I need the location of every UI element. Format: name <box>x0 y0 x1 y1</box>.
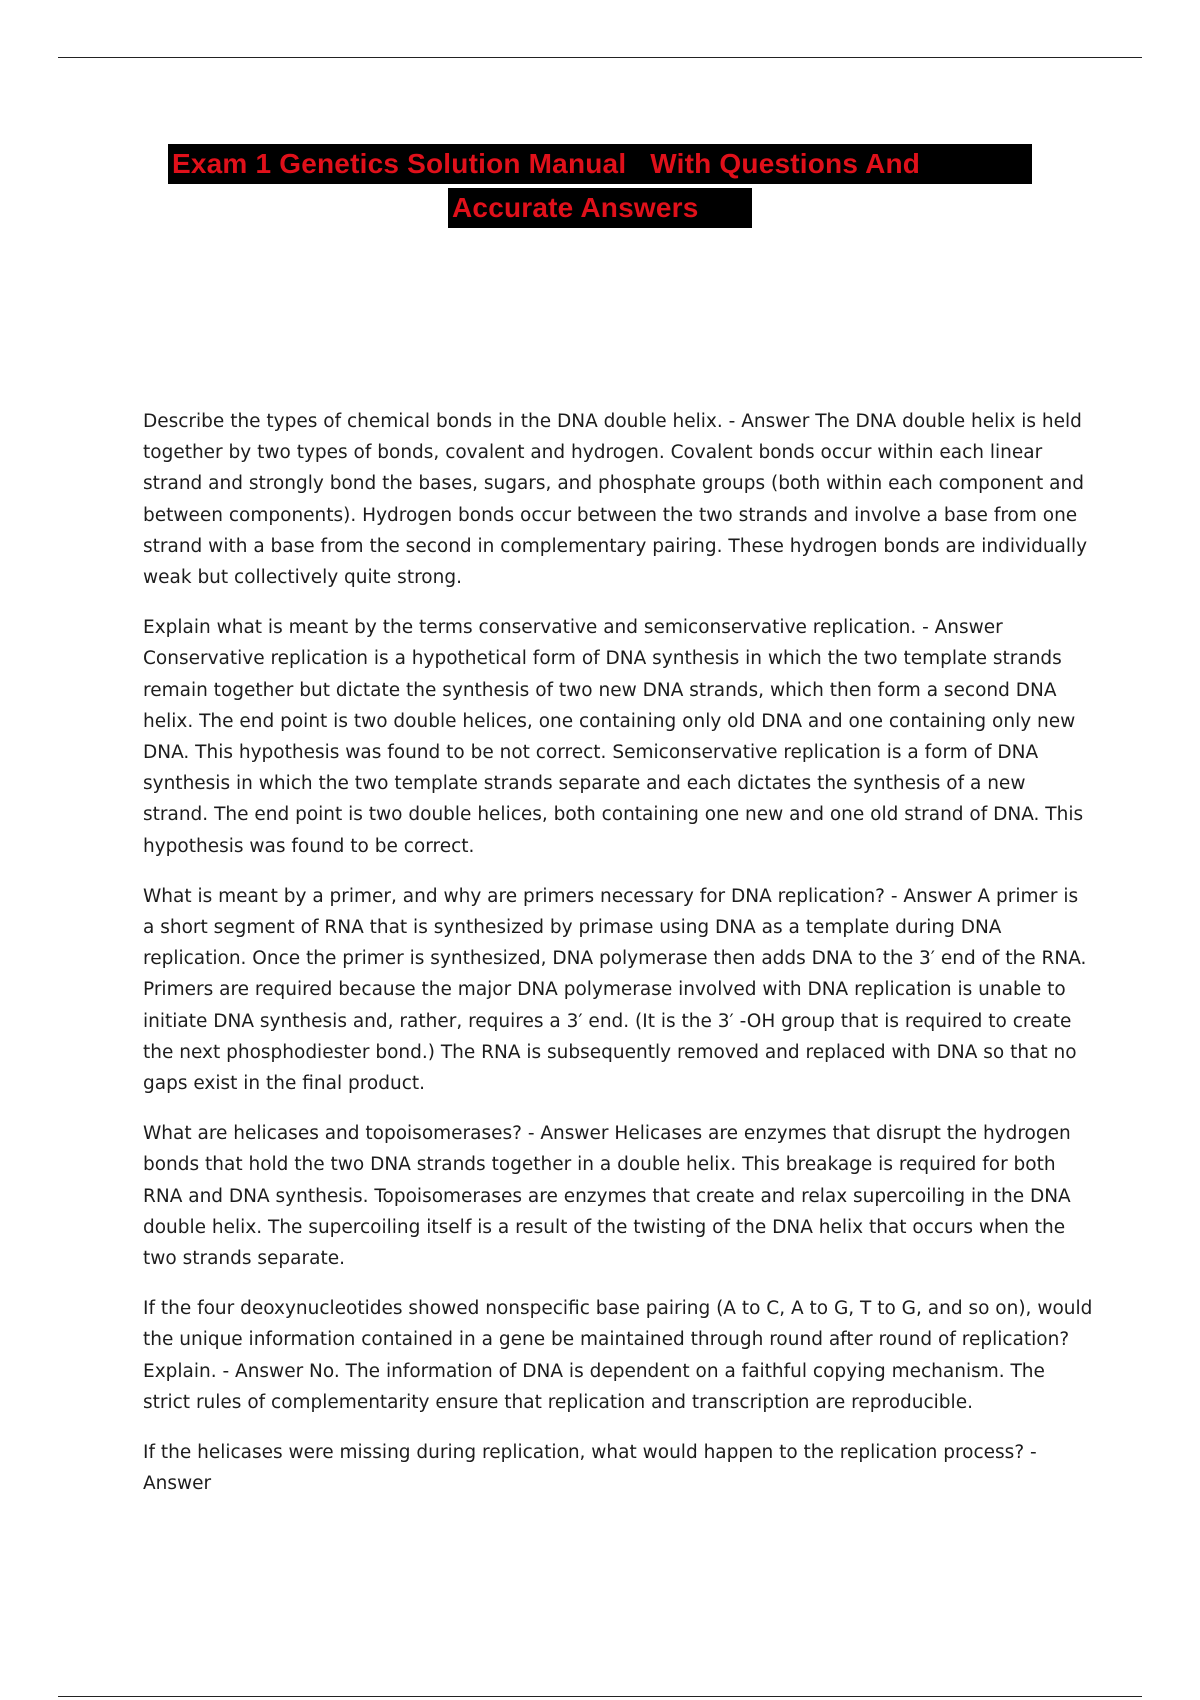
qa-paragraph-3: What is meant by a primer, and why are primers necessary for DNA replication? - Answer A primer is a short segment of RNA that is synthesized by primase using DNA as a template during DNA replication. Once the primer is synthesized, DNA polymerase then adds DNA to the 3′ end of the RNA. Primers are required because the major DNA polymerase involved with DNA replication is unable to initiate DNA synthesis and, rather, requires a 3′ end. (It is the 3′ -OH group that is required to create the next phosphodiester bond.) The RNA is subsequently removed and replaced with DNA so that no gaps exist in the final product. <box>143 885 1087 1095</box>
title-line-1-text: Exam 1 Genetics Solution Manual With Questions And <box>168 144 1032 184</box>
qa-paragraph-5: If the four deoxynucleotides showed nonspecific base pairing (A to C, A to G, T to G, and so on), would the unique information contained in a gene be maintained through round after round of replication? Explain. - Answer No. The information of DNA is dependent on a faithful copying mechanism. The strict rules of complementarity ensure that replication and transcription are reproducible. <box>143 1298 1093 1413</box>
document-body <box>143 406 1093 1519</box>
top-rule <box>58 57 1142 58</box>
qa-paragraph-4: What are helicases and topoisomerases? - Answer Helicases are enzymes that disrupt the hydrogen bonds that hold the two DNA strands together in a double helix. This breakage is required for both RNA and DNA synthesis. Topoisomerases are enzymes that create and relax supercoiling in the DNA double helix. The supercoiling itself is a result of the twisting of the DNA helix that occurs when the two strands separate. <box>143 1123 1071 1270</box>
title-line-2-text: Accurate Answers <box>448 188 752 228</box>
document-title <box>0 142 1200 230</box>
qa-paragraph-1: Describe the types of chemical bonds in the DNA double helix. - Answer The DNA double helix is held together by two types of bonds, covalent and hydrogen. Covalent bonds occur within each linear strand and strongly bond the bases, sugars, and phosphate groups (both within each component and between components). Hydrogen bonds occur between the two strands and involve a base from one strand with a base from the second in complementary pairing. These hydrogen bonds are individually weak but collectively quite strong. <box>143 411 1088 589</box>
qa-paragraph-6: If the helicases were missing during replication, what would happen to the replication process? - Answer <box>143 1442 1037 1495</box>
title-line-1 <box>0 142 1200 186</box>
qa-paragraph-2: Explain what is meant by the terms conservative and semiconservative replication. - Answer Conservative replication is a hypothetical form of DNA synthesis in which the two template strands remain together but dictate the synthesis of two new DNA strands, which then form a second DNA helix. The end point is two double helices, one containing only old DNA and one containing only new DNA. This hypothesis was found to be not correct. Semiconservative replication is a form of DNA synthesis in which the two template strands separate and each dictates the synthesis of a new strand. The end point is two double helices, both containing one new and one old strand of DNA. This hypothesis was found to be correct. <box>143 617 1084 857</box>
title-line-2 <box>0 186 1200 230</box>
bottom-rule <box>58 1696 1142 1697</box>
